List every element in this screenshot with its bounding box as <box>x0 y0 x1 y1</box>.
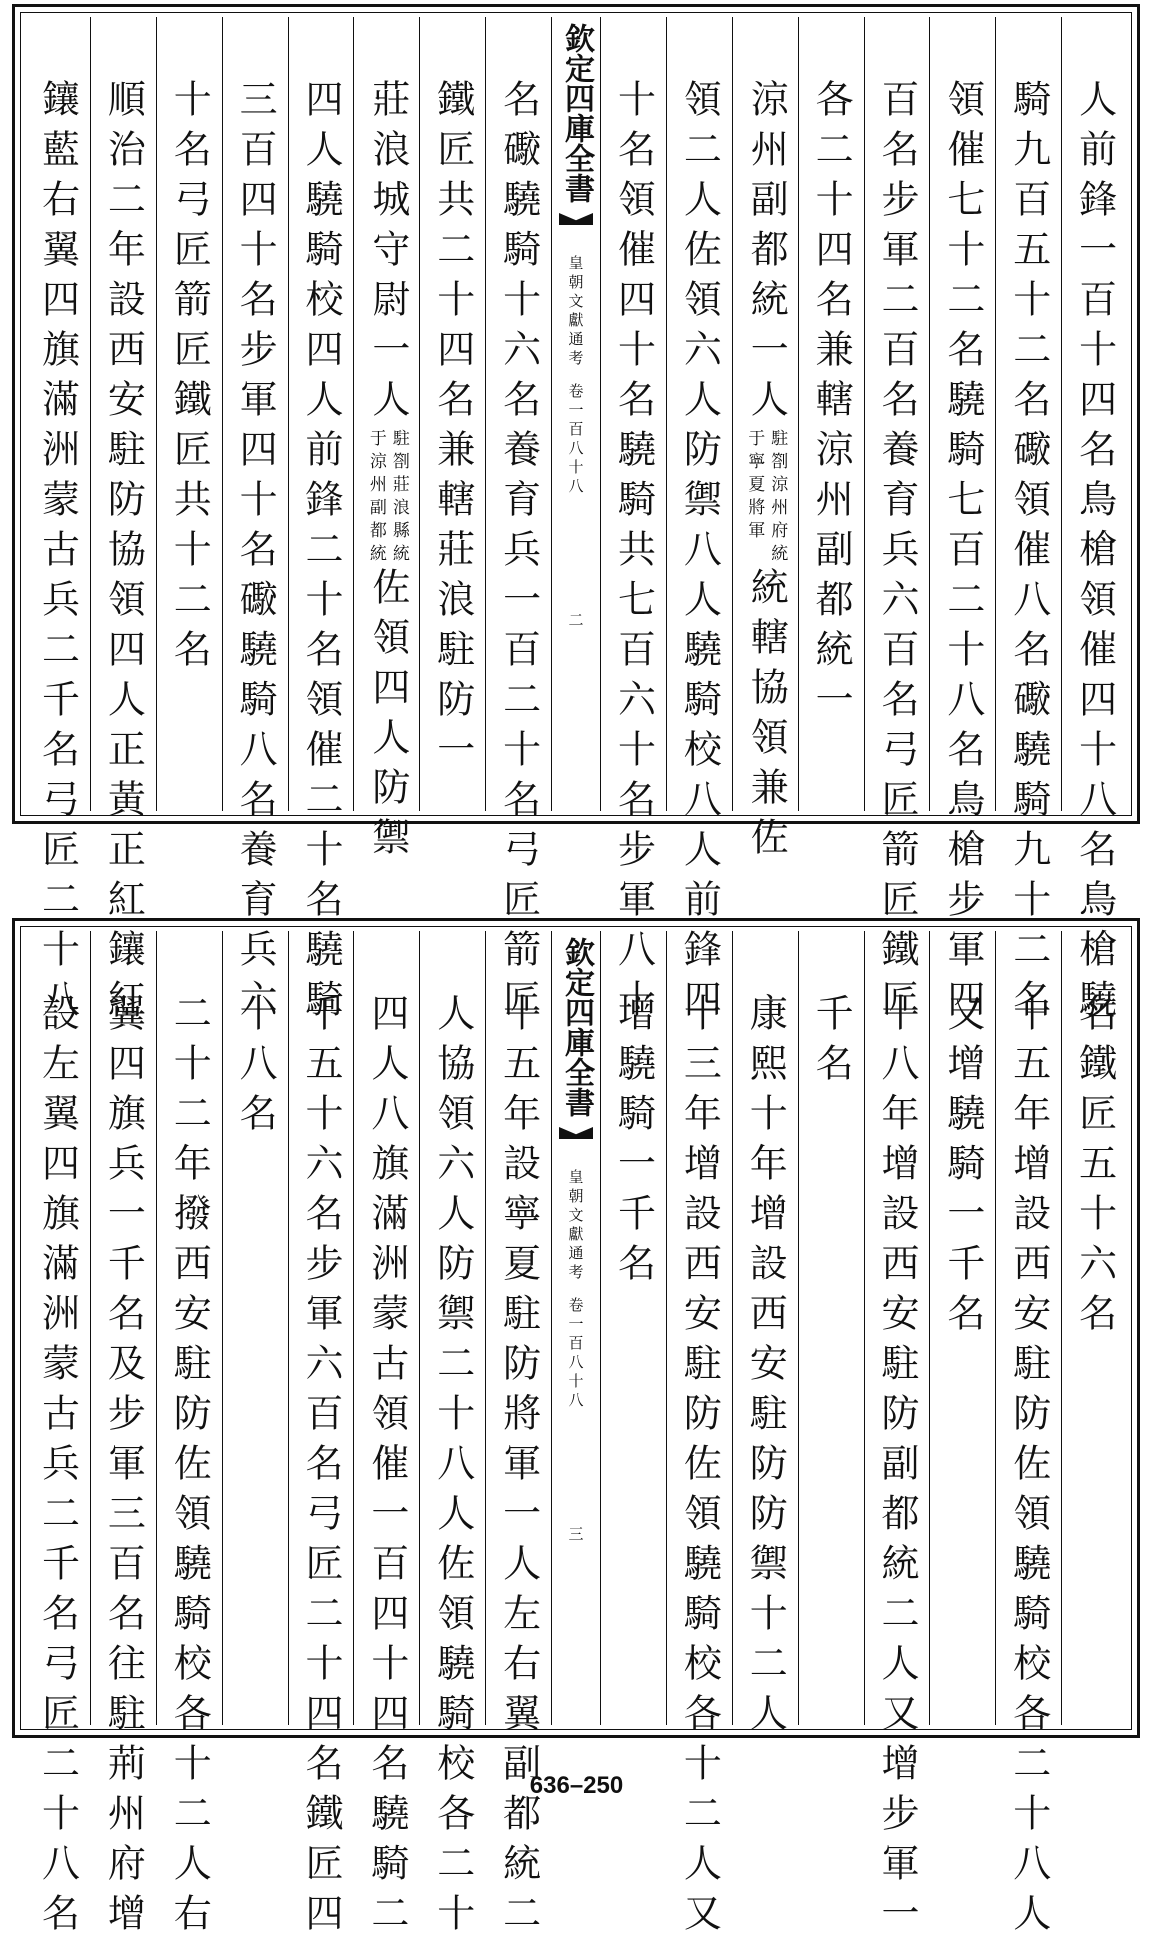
interlinear-note <box>744 429 788 567</box>
column-text <box>298 79 343 1029</box>
text-column <box>1061 931 1127 1725</box>
column-text <box>35 79 80 1029</box>
column-text <box>298 993 343 1943</box>
series-title: 欽定四庫全書 <box>559 23 594 203</box>
interlinear-note <box>367 429 407 567</box>
text-column <box>353 17 419 867</box>
main-text: 三百四十名步軍四十名礮驍騎八名養育兵六 <box>233 79 278 1029</box>
text-column <box>485 931 551 1943</box>
main-text: 增驍騎一千名 <box>611 993 656 1293</box>
fishtail-mark <box>559 1121 593 1151</box>
text-column <box>419 931 485 1943</box>
main-text: 千五十六名步軍六百名弓匠二十四名鐵匠四 <box>298 993 343 1943</box>
juan-number: 卷一百八十八 <box>566 1297 585 1411</box>
column-text <box>167 993 212 1943</box>
folio-number: 三 <box>566 1526 585 1541</box>
main-text: 領催七十二名驍騎七百二十八名鳥槍步軍四 <box>940 79 985 1029</box>
column-text <box>496 993 541 1943</box>
text-column <box>222 17 288 1029</box>
text-column <box>25 931 90 1943</box>
text-column <box>90 17 156 1029</box>
main-text: 十名領催四十名驍騎共七百六十名步軍八十 <box>611 79 656 1029</box>
work-title: 皇朝文獻通考 <box>566 255 585 369</box>
column-text <box>1006 79 1051 1029</box>
text-column <box>864 931 930 1943</box>
text-column <box>929 931 995 1725</box>
tail-text: 統轄協領兼佐 <box>744 567 789 867</box>
column-text <box>430 993 475 1943</box>
column-text <box>364 993 409 1943</box>
tail-text: 佐領四人防禦 <box>365 567 410 867</box>
column-text <box>35 993 80 1943</box>
main-text: 名礮驍騎十六名養育兵一百二十名弓匠箭匠 <box>496 79 541 1029</box>
text-column <box>995 931 1061 1943</box>
column-text <box>496 79 541 1029</box>
column-text <box>874 993 919 1943</box>
column-text <box>430 79 475 779</box>
main-text: 康熙十年增設西安駐防防禦十二人 <box>743 993 788 1743</box>
main-text: 十八名 <box>233 993 278 1143</box>
column-text <box>233 993 278 1143</box>
column-text <box>1072 79 1117 1029</box>
column-text <box>940 993 985 1343</box>
text-column <box>156 931 222 1943</box>
main-text: 騎九百五十二名礮領催八名礮驍騎九十二名 <box>1006 79 1051 1029</box>
column-text <box>677 993 722 1943</box>
text-column <box>732 17 798 867</box>
main-text: 二十二年撥西安駐防佐領驍騎校各十二人右 <box>167 993 212 1943</box>
text-column <box>600 931 666 1725</box>
main-text: 十五年設寧夏駐防將軍一人左右翼副都統二 <box>496 993 541 1943</box>
column-text <box>940 79 985 1029</box>
column-text <box>809 79 854 729</box>
text-column <box>419 17 485 811</box>
series-title: 欽定四庫全書 <box>559 937 594 1117</box>
text-column <box>485 17 551 1029</box>
text-column <box>222 931 288 1725</box>
main-text: 又增驍騎一千名 <box>940 993 985 1343</box>
column-text <box>167 79 212 679</box>
column-text <box>1006 993 1051 1943</box>
main-text: 各二十四名兼轄涼州副都統一 <box>809 79 854 729</box>
folio-number: 二 <box>566 612 585 627</box>
column-text <box>874 79 919 1029</box>
main-text: 翼四旗兵一千名及步軍三百名往駐荊州府增 <box>101 993 146 1943</box>
main-text: 莊浪城守尉一人 <box>365 79 410 429</box>
text-column <box>353 931 419 1943</box>
main-text: 順治二年設西安駐防協領四人正黃正紅鑲紅 <box>101 79 146 1029</box>
main-text: 十名弓匠箭匠鐵匠共十二名 <box>167 79 212 679</box>
book-page-top <box>12 4 1140 1029</box>
text-columns <box>25 17 1127 1029</box>
column-text <box>744 79 789 867</box>
main-text: 人協領六人防禦二十八人佐領驍騎校各二十 <box>430 993 475 1943</box>
text-column <box>25 17 90 1029</box>
text-column <box>1061 17 1127 1029</box>
note-line: 駐劄涼州府統 <box>767 429 788 567</box>
main-text: 設左翼四旗滿洲蒙古兵二千名弓匠二十八名 <box>35 993 80 1943</box>
note-line: 于寧夏將軍 <box>744 429 765 544</box>
main-text: 四人八旗滿洲蒙古領催一百四十四名驍騎二 <box>364 993 409 1943</box>
column-text <box>611 79 656 1029</box>
text-column <box>732 931 798 1743</box>
column-text <box>677 79 722 1029</box>
main-text: 鑲藍右翼四旗滿洲蒙古兵二千名弓匠二十八 <box>35 79 80 1029</box>
text-column <box>156 17 222 811</box>
text-column <box>929 17 995 1029</box>
text-column <box>798 931 864 1725</box>
column-text <box>233 79 278 1029</box>
juan-number: 卷一百八十八 <box>566 383 585 497</box>
main-text: 百名步軍二百名養育兵六百名弓匠箭匠鐵匠 <box>874 79 919 1029</box>
text-column <box>864 17 930 1029</box>
main-text: 名鐵匠五十六名 <box>1072 993 1117 1343</box>
main-text: 十五年增設西安駐防佐領驍騎校各二十八人 <box>1006 993 1051 1943</box>
column-text <box>365 79 410 867</box>
main-text: 涼州副都統一人 <box>744 79 789 429</box>
text-column <box>288 17 354 1029</box>
text-column <box>798 17 864 811</box>
note-line: 于涼州副都統 <box>365 429 386 567</box>
work-title: 皇朝文獻通考 <box>566 1169 585 1283</box>
column-text <box>101 993 146 1943</box>
text-column <box>666 931 732 1943</box>
column-text <box>101 79 146 1029</box>
center-fold <box>551 931 600 1725</box>
text-column <box>288 931 354 1943</box>
main-text: 人前鋒一百十四名鳥槍領催四十八名鳥槍驍 <box>1072 79 1117 1029</box>
main-text: 領二人佐領六人防禦八人驍騎校八人前鋒四 <box>677 79 722 1029</box>
column-text <box>809 993 854 1093</box>
main-text: 鐵匠共二十四名兼轄莊浪駐防一 <box>430 79 475 779</box>
column-text <box>1072 993 1117 1343</box>
column-text <box>743 993 788 1743</box>
fishtail-mark <box>559 207 593 237</box>
column-text <box>611 993 656 1293</box>
page-number: 636–250 <box>529 1772 624 1799</box>
text-column <box>995 17 1061 1029</box>
note-line: 駐劄莊浪縣統 <box>388 429 409 567</box>
text-column <box>90 931 156 1943</box>
main-text: 千名 <box>809 993 854 1093</box>
text-column <box>600 17 666 1029</box>
main-text: 十三年增設西安駐防佐領驍騎校各十二人又 <box>677 993 722 1943</box>
center-fold <box>551 17 600 811</box>
text-column <box>666 17 732 1029</box>
main-text: 十八年增設西安駐防副都統二人又增步軍一 <box>874 993 919 1943</box>
main-text: 四人驍騎校四人前鋒二十名領催二十名驍騎 <box>298 79 343 1029</box>
